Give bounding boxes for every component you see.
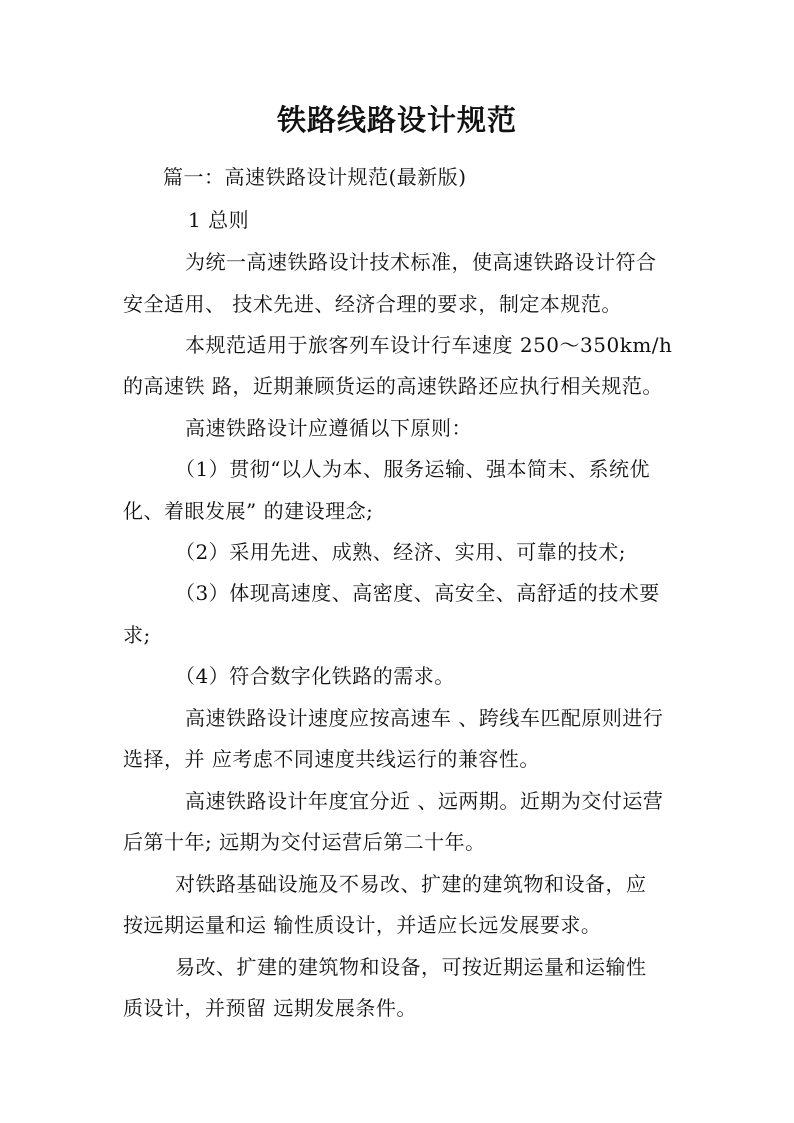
paragraph-line: 化、着眼发展” 的建设理念; xyxy=(123,499,374,523)
paragraph-line: 后第十年; 远期为交付运营后第二十年。 xyxy=(123,830,486,854)
paragraph-line: 高速铁路设计速度应按高速车 、跨线车匹配原则进行 xyxy=(185,706,664,730)
paragraph-line: 本规范适用于旅客列车设计行车速度 250～350km/h xyxy=(185,333,673,357)
paragraph-line: 质设计，并预留 远期发展条件。 xyxy=(123,996,417,1020)
paragraph-line: 安全适用、 技术先进、经济合理的要求，制定本规范。 xyxy=(123,292,622,316)
paragraph-line: 按远期运量和运 输性质设计，并适应长远发展要求。 xyxy=(123,913,602,937)
paragraph-line: 求; xyxy=(123,623,151,647)
paragraph-line: 为统一高速铁路设计技术标准，使高速铁路设计符合 xyxy=(185,250,657,274)
principle-item: （2）采用先进、成熟、经济、实用、可靠的技术; xyxy=(175,540,626,564)
paragraph-line: 对铁路基础设施及不易改、扩建的建筑物和设备，应 xyxy=(175,872,647,896)
paragraph-line: 的高速铁 路，近期兼顾货运的高速铁路还应执行相关规范。 xyxy=(123,374,663,398)
paragraph-line: 高速铁路设计年度宜分近 、远两期。近期为交付运营 xyxy=(185,789,664,813)
section-heading: 篇一：高速铁路设计规范(最新版) xyxy=(163,165,467,189)
chapter-heading: 1 总则 xyxy=(188,208,250,232)
document-title: 铁路线路设计规范 xyxy=(276,103,517,137)
paragraph-line: 高速铁路设计应遵循以下原则： xyxy=(185,416,472,440)
paragraph-line: 选择，并 应考虑不同速度共线运行的兼容性。 xyxy=(123,747,540,771)
principle-item: （1）贯彻“以人为本、服务运输、强本简末、系统优 xyxy=(175,457,650,481)
principle-item: （4）符合数字化铁路的需求。 xyxy=(175,664,455,688)
principle-item: （3）体现高速度、高密度、高安全、高舒适的技术要 xyxy=(175,581,660,605)
paragraph-line: 易改、扩建的建筑物和设备，可按近期运量和运输性 xyxy=(175,955,647,979)
